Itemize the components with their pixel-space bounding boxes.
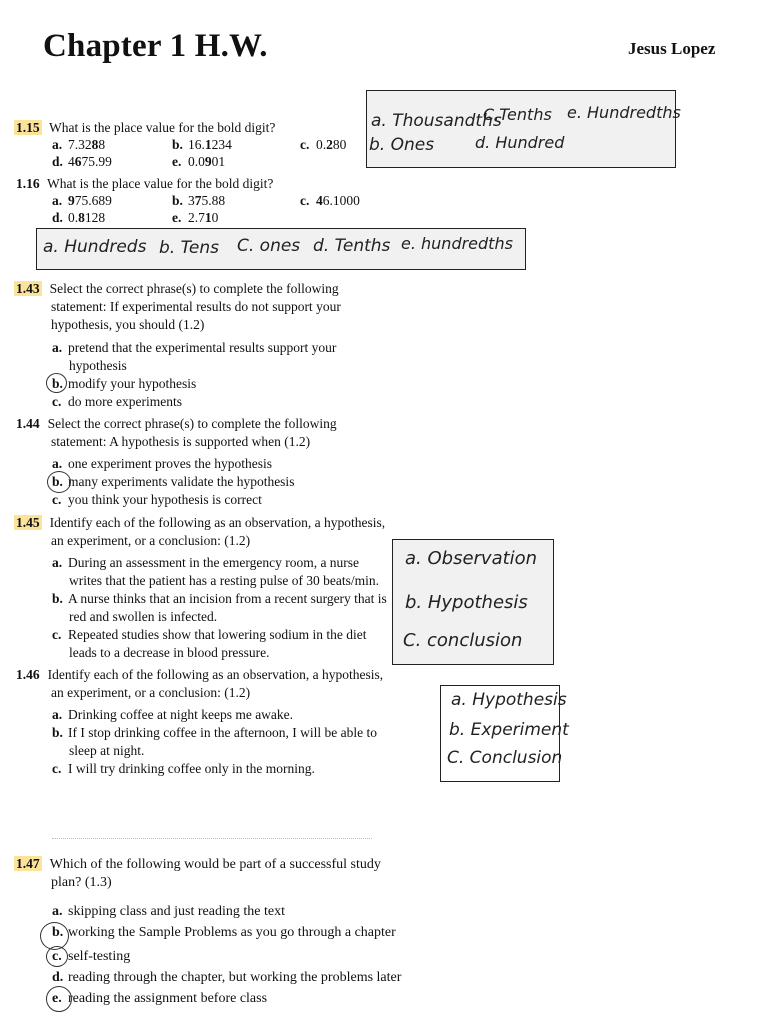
handwritten-answer: C.Tenths xyxy=(483,105,552,124)
question-1-15 xyxy=(16,119,275,137)
handwritten-answer: C. ones xyxy=(237,236,301,256)
answer-box-1-45 xyxy=(392,539,554,665)
handwritten-answer: b. Hypothesis xyxy=(405,592,528,613)
handwritten-answer: e. Hundredths xyxy=(567,103,681,122)
question-1-43: 1.43 Select the correct phrase(s) to complete the following statement: If experimental results do not support your hypothesis, you should (1.2) xyxy=(16,281,341,332)
author-name: Jesus Lopez xyxy=(628,39,716,58)
selected-answer-circle xyxy=(47,471,71,493)
question-1-44: 1.44 Select the correct phrase(s) to complete the following statement: A hypothesis is supported when (1.2) xyxy=(16,416,337,449)
question-number: 1.44 xyxy=(16,416,40,431)
options-1-15-row1: a. 7.3288 b. 16.1234 c. 0.280 xyxy=(52,137,347,152)
handwritten-answer: a. Thousandths xyxy=(371,111,502,131)
question-number: 1.46 xyxy=(16,667,40,682)
handwritten-answer: b. Experiment xyxy=(449,720,569,740)
handwritten-answer: a. Hundreds xyxy=(43,237,147,257)
question-number: 1.45 xyxy=(16,515,40,530)
options-1-16-row2: d. 0.8128 e. 2.710 xyxy=(52,210,219,225)
options-1-15-row2: d. 4675.99 e. 0.0901 xyxy=(52,154,226,169)
handwritten-answer: d. Hundred xyxy=(475,133,565,152)
question-1-16 xyxy=(16,175,273,193)
question-1-46: 1.46 Identify each of the following as an observation, a hypothesis, an experiment, or a conclusion: (1.2) xyxy=(16,667,384,700)
options-1-45: a. During an assessment in the emergency room, a nurse writes that the patient has a resting pulse of 30 beats/min. b. A nurse thinks that an incision from a recent surgery that is red and swollen is infected. c. Repeated studies show that lowering sodium in the diet leads to a decrease in blood pressure. xyxy=(52,555,387,660)
handwritten-answer: b. Tens xyxy=(159,238,219,258)
handwritten-answer: a. Observation xyxy=(405,548,538,569)
handwritten-answer: C. conclusion xyxy=(403,630,523,651)
question-number: 1.43 xyxy=(16,281,40,296)
scan-artifact xyxy=(52,832,372,839)
handwritten-answer: a. Hypothesis xyxy=(451,690,567,710)
options-1-43: a. pretend that the experimental results support your hypothesis b. modify your hypothesis c. do more experiments xyxy=(52,340,337,409)
question-text: What is the place value for the bold digit? xyxy=(49,120,276,135)
handwritten-answer: b. Ones xyxy=(369,135,435,155)
answer-box-1-16 xyxy=(36,228,526,270)
question-1-45: 1.45 Identify each of the following as an observation, a hypothesis, an experiment, or a conclusion: (1.2) xyxy=(16,515,386,548)
question-number: 1.16 xyxy=(16,176,40,191)
handwritten-answer: d. Tenths xyxy=(313,236,391,256)
handwritten-answer: C. Conclusion xyxy=(447,748,563,768)
options-1-46: a. Drinking coffee at night keeps me awake. b. If I stop drinking coffee in the afternoon, I will be able to sleep at night. c. I will try drinking coffee only in the morning. xyxy=(52,707,378,776)
selected-answer-circle xyxy=(46,986,72,1012)
question-1-47: 1.47 Which of the following would be part of a successful study plan? (1.3) xyxy=(16,856,381,890)
answer-box-1-15 xyxy=(366,90,681,168)
handwritten-answer: e. hundredths xyxy=(401,234,513,253)
question-text: What is the place value for the bold digit? xyxy=(47,176,274,191)
selected-answer-circle xyxy=(46,946,68,967)
question-number: 1.47 xyxy=(16,856,40,871)
options-1-16-row1: a. 975.689 b. 375.88 c. 46.1000 xyxy=(52,193,360,208)
page-title: Chapter 1 H.W. xyxy=(43,28,268,64)
options-1-44: a. one experiment proves the hypothesis b. many experiments validate the hypothesis c. you think your hypothesis is correct xyxy=(52,456,295,507)
question-number: 1.15 xyxy=(16,120,40,135)
selected-answer-circle xyxy=(46,373,67,393)
options-1-47: a. skipping class and just reading the text b. working the Sample Problems as you go through a chapter c. self-testing d. reading through the chapter, but working the problems later e. reading the assignment before class xyxy=(52,904,402,1006)
answer-box-1-46 xyxy=(440,685,569,782)
